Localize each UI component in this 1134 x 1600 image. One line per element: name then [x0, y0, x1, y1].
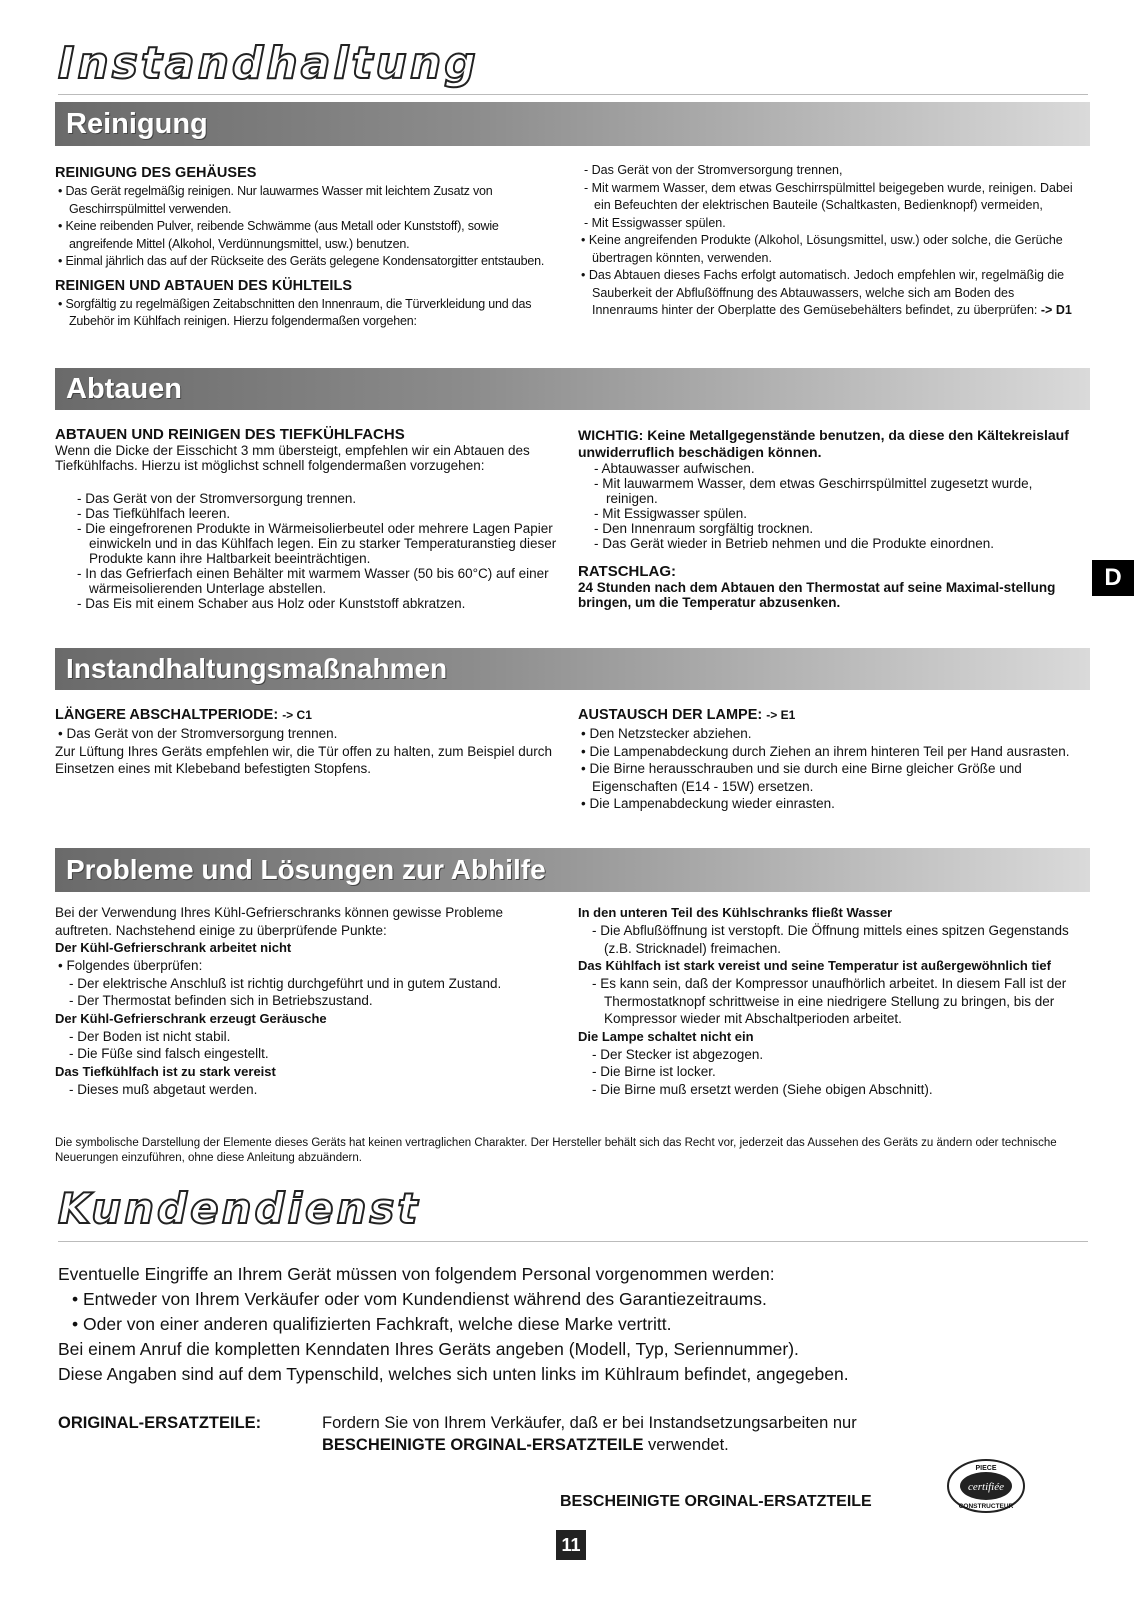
list-item-text: • Das Abtauen dieses Fachs erfolgt automatisch. Jedoch empfehlen wir, regelmäßig die Sauberkeit der Abflußöffnung des Abtauwassers, welche sich am Boden des Innenraums hinter der Oberplatte des Gemüsebehälters befindet, zu überprüfen:: [581, 268, 1065, 317]
page-title: Instandhaltung: [58, 38, 479, 89]
warning-label: WICHTIG:: [578, 427, 644, 443]
heading-tiefkuehlfach: ABTAUEN UND REINIGEN DES TIEFKÜHLFACHS: [55, 426, 405, 443]
problem-heading: Der Kühl-Gefrierschrank erzeugt Geräusche: [55, 1010, 327, 1026]
page-number: 11: [556, 1530, 586, 1560]
logo-top-text: PIECE: [975, 1465, 997, 1472]
logo-mid-text: certifiée: [967, 1481, 1005, 1493]
list-item: • Die Lampenabdeckung durch Ziehen an ihrem hinteren Teil per Hand ausrasten.: [581, 743, 1070, 759]
list-item: • Sorgfältig zu regelmäßigen Zeitabschnitten den Innenraum, die Türverkleidung und das Zubehör im Kühlfach reinigen. Hierzu folgendermaßen vorgehen:: [58, 296, 532, 328]
section-title-abtauen: Abtauen: [66, 373, 182, 405]
disclaimer: Die symbolische Darstellung der Elemente dieses Geräts hat keinen vertraglichen Charakter. Der Hersteller behält sich das Recht vor, jederzeit das Aussehen des Geräts zu ändern oder technische Neuerungen einzuführen, ohne diese Anleitung abzuändern.: [55, 1137, 1057, 1164]
problem-heading: Das Tiefkühlfach ist zu stark vereist: [55, 1063, 276, 1079]
ersatzteile-line-1: Fordern Sie von Ihrem Verkäufer, daß er bei Instandsetzungsarbeiten nur: [322, 1414, 857, 1432]
list-item: - Mit warmem Wasser, dem etwas Geschirrspülmittel beigegeben wurde, reinigen. Dabei ein Befeuchten der elektrischen Bauteile (Schaltkasten, Bedienknopf) vermeiden,: [584, 180, 1073, 212]
paragraph: Bei der Verwendung Ihres Kühl-Gefrierschranks können gewisse Probleme auftreten. Nachstehend einige zu überprüfende Punkte:: [55, 905, 503, 938]
heading-abschaltperiode: [55, 706, 557, 725]
title-rule: [58, 94, 1088, 95]
list-item: - Das Eis mit einem Schaber aus Holz oder Kunststoff abkratzen.: [77, 596, 466, 611]
warning-text: Keine Metallgegenstände benutzen, da diese den Kältekreislauf unwiderruflich beschädigen können.: [578, 427, 1069, 460]
list-item: • Den Netzstecker abziehen.: [581, 726, 752, 741]
list-item: - Der Stecker ist abgezogen.: [592, 1046, 764, 1062]
figure-reference: -> C1: [282, 708, 312, 722]
badge-caption: BESCHEINIGTE ORGINAL-ERSATZTEILE: [560, 1493, 872, 1510]
list-item: - Der Boden ist nicht stabil.: [69, 1028, 231, 1044]
list-item: - Die Birne ist locker.: [592, 1064, 716, 1079]
heading-text: AUSTAUSCH DER LAMPE:: [578, 707, 763, 723]
list-item: - Die Birne muß ersetzt werden (Siehe obigen Abschnitt).: [592, 1081, 933, 1097]
figure-reference: -> E1: [766, 708, 796, 722]
section-title-massnahmen: Instandhaltungsmaßnahmen: [66, 653, 448, 684]
list-item: - Dieses muß abgetaut werden.: [69, 1081, 258, 1097]
massnahmen-left-column: [55, 706, 557, 778]
paragraph: Bei einem Anruf die kompletten Kenndaten Ihres Geräts angeben (Modell, Typ, Seriennummer).: [58, 1339, 799, 1359]
logo-bottom-text: CONSTRUCTEUR: [958, 1503, 1014, 1510]
probleme-left-column: [55, 904, 560, 1098]
kundendienst-text: [58, 1262, 1088, 1387]
list-item: - Das Tiefkühlfach leeren.: [77, 506, 231, 521]
list-item: • Die Birne herausschrauben und sie durch eine Birne gleicher Größe und Eigenschaften (E14 - 15W) ersetzen.: [581, 761, 1022, 794]
ersatzteile-suffix: verwendet.: [648, 1436, 729, 1454]
section-title-kundendienst: Kundendienst: [58, 1184, 421, 1233]
probleme-right-column: [578, 904, 1083, 1098]
section-title-probleme: Probleme und Lösungen zur Abhilfe: [66, 854, 546, 885]
list-item: - Es kann sein, daß der Kompressor unaufhörlich arbeitet. In diesem Fall ist der Thermostatknopf schrittweise in eine niedrigere Stellung zu bringen, bis der Kompressor wieder mit Abschaltperioden arbeitet.: [592, 976, 1067, 1026]
list-item: - Mit Essigwasser spülen.: [594, 506, 748, 521]
tip-text: 24 Stunden nach dem Abtauen den Thermostat auf seine Maximal-stellung bringen, um die Temperatur abzusenken.: [578, 580, 1056, 610]
figure-reference: -> D1: [1040, 303, 1072, 317]
list-item: • Entweder von Ihrem Verkäufer oder vom Kundendienst während des Garantiezeitraums.: [72, 1289, 767, 1309]
section-band-abtauen: [55, 368, 1090, 410]
abtauen-right-column: [578, 427, 1083, 610]
warning-note: [578, 427, 1083, 461]
list-item: • Keine angreifenden Produkte (Alkohol, Lösungsmittel, usw.) oder solche, die Gerüche übertragen könnten, verwenden.: [581, 233, 1063, 265]
heading-kuehlteil: REINIGEN UND ABTAUEN DES KÜHLTEILS: [55, 277, 352, 294]
language-tab: D: [1092, 560, 1134, 596]
list-item: - Das Gerät wieder in Betrieb nehmen und die Produkte einordnen.: [594, 536, 994, 551]
title-rule: [58, 1241, 1088, 1242]
heading-reinigung-gehaeuse: REINIGUNG DES GEHÄUSES: [55, 165, 257, 181]
paragraph: Diese Angaben sind auf dem Typenschild, welches sich unten links im Kühlraum befindet, angegeben.: [58, 1364, 849, 1384]
paragraph: Eventuelle Eingriffe an Ihrem Gerät müssen von folgendem Personal vorgenommen werden:: [58, 1264, 775, 1284]
list-item: - Der Thermostat befinden sich in Betriebszustand.: [69, 993, 373, 1008]
problem-heading: In den unteren Teil des Kühlschranks fließt Wasser: [578, 905, 893, 920]
problem-heading: Der Kühl-Gefrierschrank arbeitet nicht: [55, 940, 292, 955]
reinigung-left-column: [55, 164, 557, 331]
section-title-reinigung: Reinigung: [66, 108, 208, 140]
list-item: - Den Innenraum sorgfältig trocknen.: [594, 521, 814, 536]
heading-lampe: [578, 706, 1080, 725]
list-item: • Keine reibenden Pulver, reibende Schwämme (aus Metall oder Kunststoff), sowie angreifende Mittel (Alkohol, Verdünnungsmittel, usw.) benutzen.: [58, 219, 499, 251]
list-item: • Die Lampenabdeckung wieder einrasten.: [581, 796, 835, 811]
list-item: • Folgendes überprüfen:: [58, 958, 203, 973]
list-item: - Der elektrische Anschluß ist richtig durchgeführt und in gutem Zustand.: [69, 975, 502, 991]
ersatzteile-label: ORIGINAL-ERSATZTEILE:: [58, 1414, 262, 1432]
list-item: - Mit lauwarmem Wasser, dem etwas Geschirrspülmittel zugesetzt wurde, reinigen.: [594, 476, 1033, 506]
massnahmen-right-column: [578, 706, 1080, 813]
problem-heading: Die Lampe schaltet nicht ein: [578, 1028, 754, 1044]
section-band-reinigung: [55, 102, 1090, 146]
list-item: - Abtauwasser aufwischen.: [594, 461, 755, 476]
list-item: [578, 267, 1080, 320]
list-item: - Die eingefrorenen Produkte in Wärmeisolierbeutel oder mehrere Lagen Papier einwickeln und in das Kühlfach legen. Ein zu starker Temperaturanstieg dieser Produkte kann ihre Haltbarkeit beeinträchtigen.: [77, 521, 557, 566]
list-item: • Einmal jährlich das auf der Rückseite des Geräts gelegene Kondensatorgitter entstauben.: [58, 254, 545, 268]
list-item: - Mit Essigwasser spülen.: [584, 215, 726, 230]
list-item: • Das Gerät von der Stromversorgung trennen.: [58, 726, 338, 741]
reinigung-right-column: [578, 162, 1080, 320]
list-item: - Das Gerät von der Stromversorgung trennen,: [584, 163, 843, 177]
list-item: • Das Gerät regelmäßig reinigen. Nur lauwarmes Wasser mit leichtem Zusatz von Geschirrspülmittel verwenden.: [58, 184, 493, 216]
tip-heading: RATSCHLAG:: [578, 563, 677, 580]
list-item: - Die Füße sind falsch eingestellt.: [69, 1046, 269, 1061]
paragraph: Zur Lüftung Ihres Geräts empfehlen wir, die Tür offen zu halten, zum Beispiel durch Einsetzen eines mit Klebeband befestigten Stopfens.: [55, 743, 553, 776]
ersatzteile-bold: BESCHEINIGTE ORGINAL-ERSATZTEILE: [322, 1436, 644, 1454]
list-item: - Die Abflußöffnung ist verstopft. Die Öffnung mittels eines spitzen Gegenstands (z.B. Stricknadel) freimachen.: [592, 923, 1069, 956]
problem-heading: Das Kühlfach ist stark vereist und seine Temperatur ist außergewöhnlich tief: [578, 958, 1051, 973]
heading-text: LÄNGERE ABSCHALTPERIODE:: [55, 707, 279, 723]
ersatzteile-text: [322, 1412, 1022, 1456]
ersatzteile-line-2: [322, 1434, 1022, 1456]
list-item: - In das Gefrierfach einen Behälter mit warmem Wasser (50 bis 60°C) auf einer wärmeisolierenden Unterlage abstellen.: [77, 566, 549, 596]
list-item: • Oder von einer anderen qualifizierten Fachkraft, welche diese Marke vertritt.: [72, 1314, 672, 1334]
certified-part-logo: [946, 1458, 1026, 1514]
paragraph: Wenn die Dicke der Eisschicht 3 mm übersteigt, empfehlen wir ein Abtauen des Tiefkühlfachs. Hierzu ist möglichst schnell folgendermaßen vorzugehen:: [55, 443, 530, 473]
abtauen-left-column: [55, 427, 557, 611]
list-item: - Das Gerät von der Stromversorgung trennen.: [77, 491, 357, 506]
